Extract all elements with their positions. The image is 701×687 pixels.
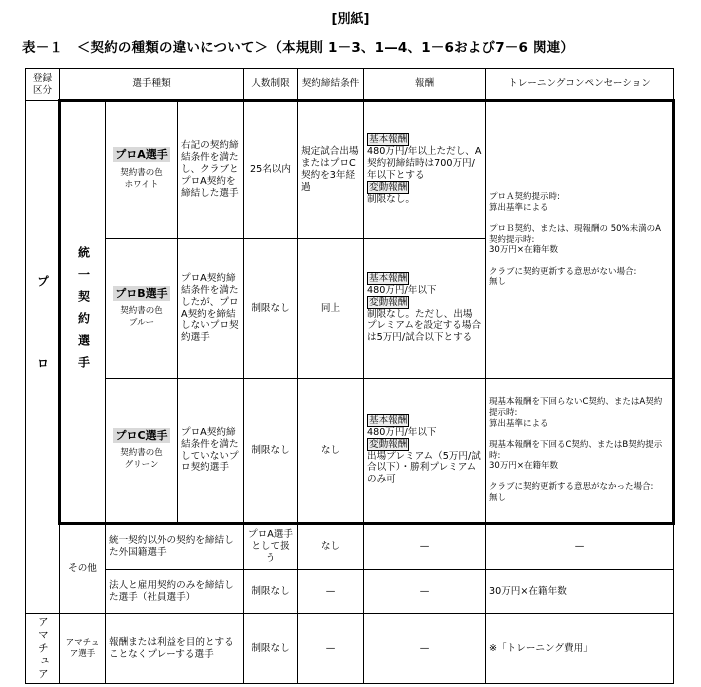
- amateur-type: アマチュア選手: [60, 614, 106, 684]
- pro-c-condition: なし: [298, 379, 364, 524]
- other-label: その他: [60, 524, 106, 614]
- category-pro: プロ: [26, 101, 60, 614]
- col-limit: 人数制限: [244, 69, 298, 101]
- pro-c-desc: プロA契約締結条件を満たしていないプロ契約選手: [178, 379, 244, 524]
- attachment-label: [別紙]: [331, 12, 370, 27]
- row-other-foreign: [26, 524, 674, 570]
- unified-contract: 統一契約選手: [60, 101, 106, 524]
- other-foreign-limit: プロA選手として扱う: [244, 524, 298, 570]
- other-employee-desc: 法人と雇用契約のみを締結した選手（社員選手）: [106, 570, 244, 614]
- pro-b-condition: 同上: [298, 239, 364, 379]
- other-employee-reward: —: [364, 570, 486, 614]
- pro-a-limit: 25名以内: [244, 101, 298, 239]
- pro-c-reward: 基本報酬 480万円/年以下 変動報酬 出場プレミアム（5万円/試合以下）・勝利プレミアムのみ可: [364, 379, 486, 524]
- amateur-desc: 報酬または利益を目的とすることなくプレーする選手: [106, 614, 244, 684]
- other-foreign-reward: —: [364, 524, 486, 570]
- pro-a-desc: 右記の契約締結条件を満たし、クラブとプロA契約を締結した選手: [178, 101, 244, 239]
- other-employee-condition: —: [298, 570, 364, 614]
- row-amateur: [26, 614, 674, 684]
- col-condition: 契約締結条件: [298, 69, 364, 101]
- pro-b-limit: 制限なし: [244, 239, 298, 379]
- amateur-limit: 制限なし: [244, 614, 298, 684]
- header-row: [26, 69, 674, 101]
- col-type: 選手種類: [60, 69, 244, 101]
- other-employee-limit: 制限なし: [244, 570, 298, 614]
- pro-b-desc: プロA契約締結条件を満たしたが、プロA契約を締結しないプロ契約選手: [178, 239, 244, 379]
- row-pro-c: [26, 379, 674, 524]
- amateur-reward: —: [364, 614, 486, 684]
- pro-a-type: プロA選手 契約書の色 ホワイト: [106, 101, 178, 239]
- row-other-employee: [26, 570, 674, 614]
- category-amateur: アマチュア: [26, 614, 60, 684]
- pro-a-condition: 規定試合出場またはプロC契約を3年経過: [298, 101, 364, 239]
- contract-types-table: [25, 68, 675, 684]
- pro-c-type: プロC選手 契約書の色 グリーン: [106, 379, 178, 524]
- other-employee-comp: 30万円×在籍年数: [486, 570, 674, 614]
- pro-c-compensation: 現基本報酬を下回らないC契約、またはA契約提示時: 算出基準による 現基本報酬を下回るC契約、またはB契約提示時: 30万円×在籍年数 クラブに契約更新する意思がなかった場合: 無し: [486, 379, 674, 524]
- col-reward: 報酬: [364, 69, 486, 101]
- col-compensation: トレーニングコンペンセーション: [486, 69, 674, 101]
- pro-b-reward: 基本報酬 480万円/年以下 変動報酬 制限なし。ただし、出場プレミアムを設定する場合は5万円/試合以下とする: [364, 239, 486, 379]
- other-foreign-desc: 統一契約以外の契約を締結した外国籍選手: [106, 524, 244, 570]
- row-pro-a: [26, 101, 674, 239]
- other-foreign-condition: なし: [298, 524, 364, 570]
- amateur-comp: ※「トレーニング費用」: [486, 614, 674, 684]
- table-title: 表－１ ＜契約の種類の違いについて＞（本規則 1－3、1—4、1－6および7－6 関連）: [22, 40, 575, 56]
- pro-a-reward: 基本報酬 480万円/年以上ただし、A契約初締結時は700万円/年以下とする 変動報酬 制限なし。: [364, 101, 486, 239]
- amateur-condition: —: [298, 614, 364, 684]
- col-category: 登録区分: [26, 69, 60, 101]
- pro-b-type: プロB選手 契約書の色 ブルー: [106, 239, 178, 379]
- pro-c-limit: 制限なし: [244, 379, 298, 524]
- pro-ab-compensation: プロＡ契約提示時: 算出基準による プロＢ契約、または、現報酬の 50%未満のA契約提示時: 30万円×在籍年数 クラブに契約更新する意思がない場合: 無し: [486, 101, 674, 379]
- other-foreign-comp: —: [486, 524, 674, 570]
